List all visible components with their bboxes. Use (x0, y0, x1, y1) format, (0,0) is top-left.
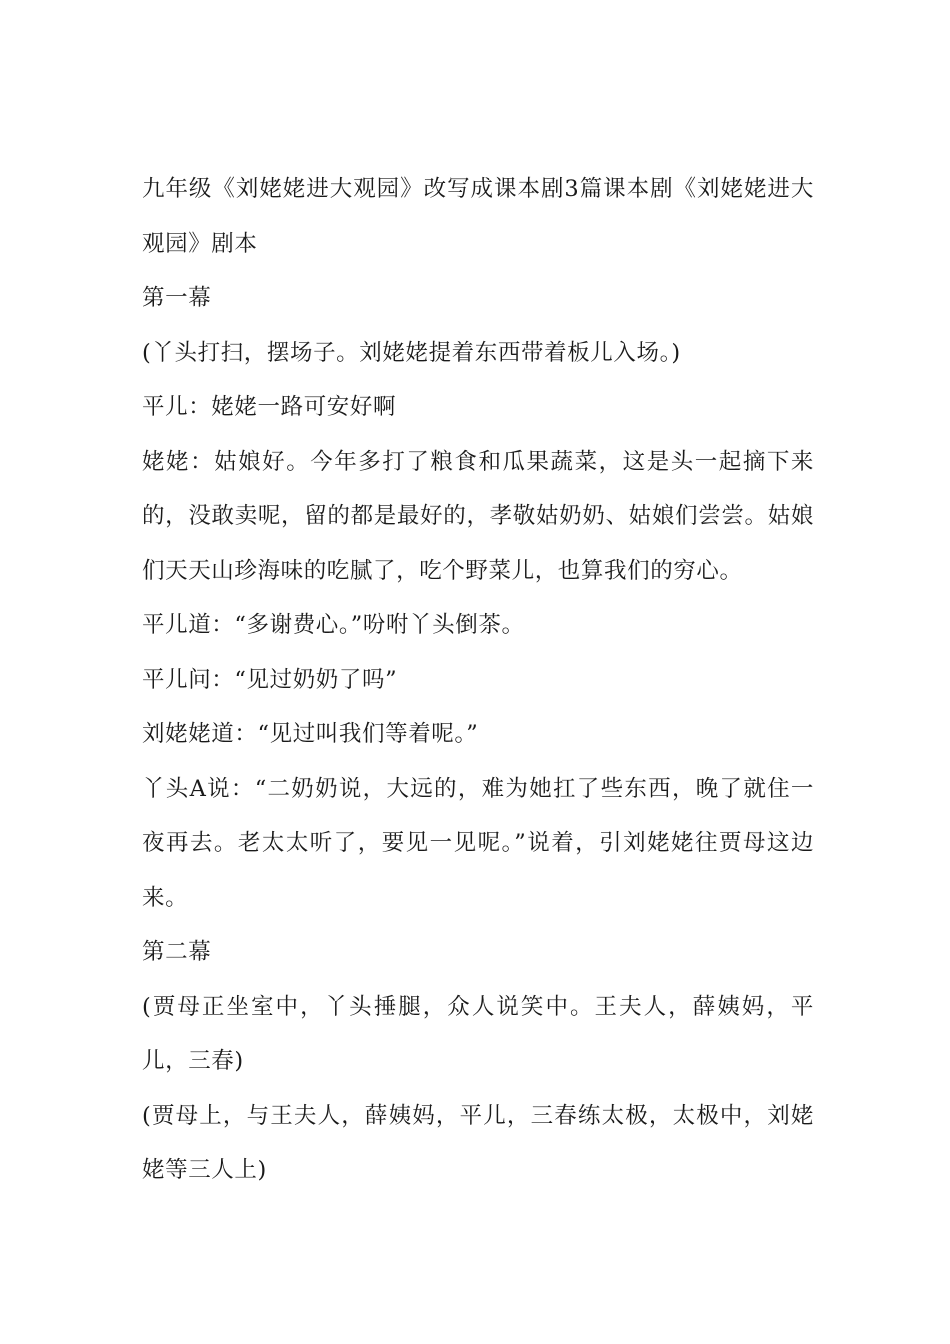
stage-direction: (丫头打扫，摆场子。刘姥姥提着东西带着板儿入场。) (142, 339, 681, 366)
scene-heading-act-one: 第一幕 (142, 285, 212, 311)
dialogue-line: 刘姥姥道：“见过叫我们等着呢。” (142, 721, 479, 747)
dialogue-line: 丫头A说：“二奶奶说，大远的，难为她扛了些东西，晚了就住一夜再去。老太太听了，要见一见呢。”说着，引刘姥姥往贾母这边来。 (142, 775, 814, 911)
document-title: 九年级《刘姥姥进大观园》改写成课本剧3篇课本剧《刘姥姥进大观园》剧本 (142, 176, 814, 257)
scene-heading-act-two: 第二幕 (142, 939, 212, 965)
dialogue-line: 平儿道：“多谢费心。”吩咐丫头倒茶。 (142, 612, 525, 638)
dialogue-line: 姥姥：姑娘好。今年多打了粮食和瓜果蔬菜，这是头一起摘下来的，没敢卖呢，留的都是最好的，孝敬姑奶奶、姑娘们尝尝。姑娘们天天山珍海味的吃腻了，吃个野菜儿，也算我们的穷心。 (142, 448, 814, 584)
dialogue-line: 平儿：姥姥一路可安好啊 (142, 394, 397, 420)
document-body (142, 162, 814, 1198)
stage-direction: (贾母正坐室中，丫头捶腿，众人说笑中。王夫人，薛姨妈，平儿，三春) (142, 993, 814, 1074)
stage-direction: (贾母上，与王夫人，薛姨妈，平儿，三春练太极，太极中，刘姥姥等三人上) (142, 1102, 814, 1183)
dialogue-line: 平儿问：“见过奶奶了吗” (142, 666, 398, 693)
